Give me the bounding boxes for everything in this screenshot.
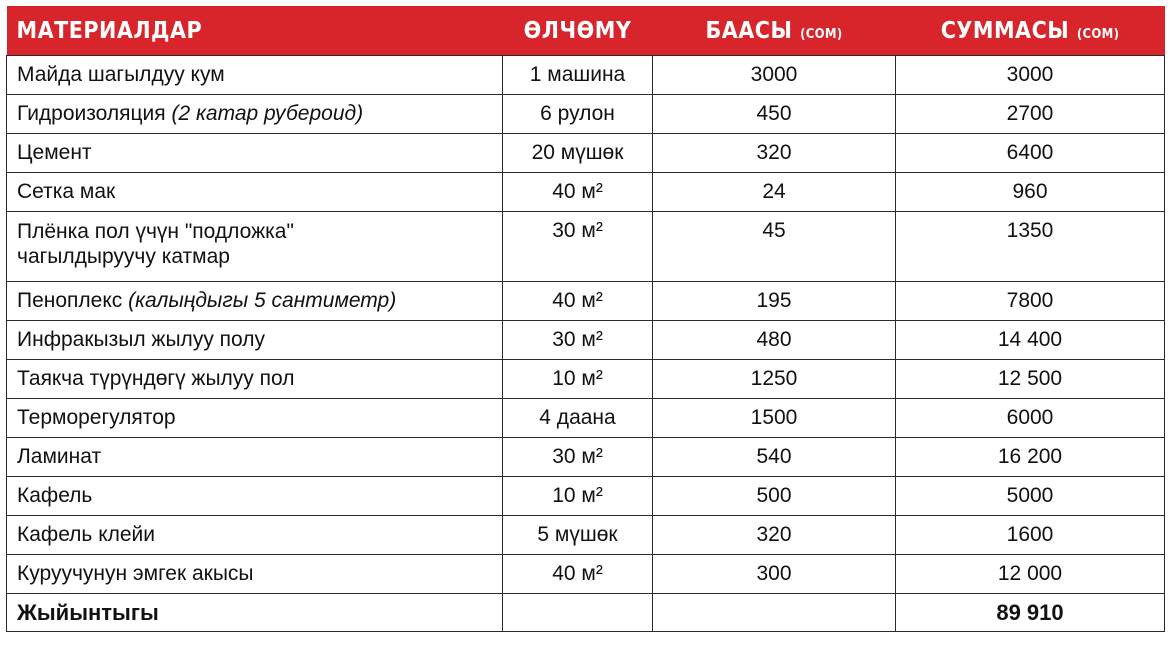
material-price: 24 xyxy=(653,173,896,212)
material-quantity: 10 м² xyxy=(503,360,653,399)
material-price: 320 xyxy=(653,134,896,173)
material-price: 300 xyxy=(653,555,896,594)
material-sum: 12 000 xyxy=(896,555,1165,594)
material-price: 45 xyxy=(653,212,896,282)
material-sum: 16 200 xyxy=(896,438,1165,477)
material-sum: 6400 xyxy=(896,134,1165,173)
table-row xyxy=(7,282,1165,321)
material-quantity: 30 м² xyxy=(503,438,653,477)
material-price: 1250 xyxy=(653,360,896,399)
material-name: Сетка мак xyxy=(7,173,503,212)
material-sum: 6000 xyxy=(896,399,1165,438)
material-name-line2: чагылдыруучу катмар xyxy=(17,245,230,268)
material-name: Кафель клейи xyxy=(7,516,503,555)
table-row xyxy=(7,360,1165,399)
material-note: (2 катар рубероид) xyxy=(171,102,364,125)
table-row xyxy=(7,516,1165,555)
table-row xyxy=(7,555,1165,594)
header-price: БААСЫ (СОМ) xyxy=(653,6,896,56)
material-name: Майда шагылдуу кум xyxy=(7,56,503,95)
table-row xyxy=(7,56,1165,95)
material-quantity: 20 мүшөк xyxy=(503,134,653,173)
material-price: 320 xyxy=(653,516,896,555)
material-sum: 1600 xyxy=(896,516,1165,555)
material-quantity: 30 м² xyxy=(503,321,653,360)
header-price-currency: (СОМ) xyxy=(800,26,843,42)
total-sum: 89 910 xyxy=(896,594,1165,632)
total-price xyxy=(653,594,896,632)
material-quantity: 6 рулон xyxy=(503,95,653,134)
material-sum: 3000 xyxy=(896,56,1165,95)
material-quantity: 40 м² xyxy=(503,173,653,212)
materials-cost-table xyxy=(6,6,1165,632)
material-name: Цемент xyxy=(7,134,503,173)
material-name: Кафель xyxy=(7,477,503,516)
material-price: 450 xyxy=(653,95,896,134)
material-name: Гидроизоляция (2 катар рубероид) xyxy=(7,95,503,134)
material-price: 500 xyxy=(653,477,896,516)
material-quantity: 5 мүшөк xyxy=(503,516,653,555)
material-quantity: 10 м² xyxy=(503,477,653,516)
materials-cost-table-container xyxy=(6,6,1164,646)
header-sum: СУММАСЫ (СОМ) xyxy=(896,6,1165,56)
header-materials: МАТЕРИАЛДАР xyxy=(7,6,503,56)
table-row xyxy=(7,438,1165,477)
material-quantity: 4 даана xyxy=(503,399,653,438)
material-name: Таякча түрүндөгү жылуу пол xyxy=(7,360,503,399)
material-sum: 7800 xyxy=(896,282,1165,321)
material-quantity: 40 м² xyxy=(503,555,653,594)
material-sum: 1350 xyxy=(896,212,1165,282)
material-name: Пеноплекс (калыңдыгы 5 сантиметр) xyxy=(7,282,503,321)
material-price: 540 xyxy=(653,438,896,477)
material-price: 1500 xyxy=(653,399,896,438)
material-sum: 12 500 xyxy=(896,360,1165,399)
material-name: Ламинат xyxy=(7,438,503,477)
material-quantity: 30 м² xyxy=(503,212,653,282)
material-name: Плёнка пол үчүн "подложка" чагылдыруучу катмар xyxy=(7,212,503,282)
table-row xyxy=(7,173,1165,212)
material-sum: 960 xyxy=(896,173,1165,212)
material-quantity: 1 машина xyxy=(503,56,653,95)
table-row xyxy=(7,477,1165,516)
material-note: (калыңдыгы 5 сантиметр) xyxy=(128,289,397,312)
material-name: Куруучунун эмгек акысы xyxy=(7,555,503,594)
table-row xyxy=(7,95,1165,134)
material-quantity: 40 м² xyxy=(503,282,653,321)
material-price: 195 xyxy=(653,282,896,321)
header-unit: ӨЛЧӨМҮ xyxy=(503,6,653,56)
material-price: 480 xyxy=(653,321,896,360)
total-row xyxy=(7,594,1165,632)
total-label: Жыйынтыгы xyxy=(7,594,503,632)
material-sum: 5000 xyxy=(896,477,1165,516)
material-name: Терморегулятор xyxy=(7,399,503,438)
material-price: 3000 xyxy=(653,56,896,95)
material-sum: 14 400 xyxy=(896,321,1165,360)
material-name: Инфракызыл жылуу полу xyxy=(7,321,503,360)
table-row xyxy=(7,212,1165,282)
table-row xyxy=(7,399,1165,438)
table-header-row xyxy=(7,6,1165,56)
total-quantity xyxy=(503,594,653,632)
header-sum-currency: (СОМ) xyxy=(1076,26,1120,42)
table-row xyxy=(7,134,1165,173)
table-row xyxy=(7,321,1165,360)
material-sum: 2700 xyxy=(896,95,1165,134)
